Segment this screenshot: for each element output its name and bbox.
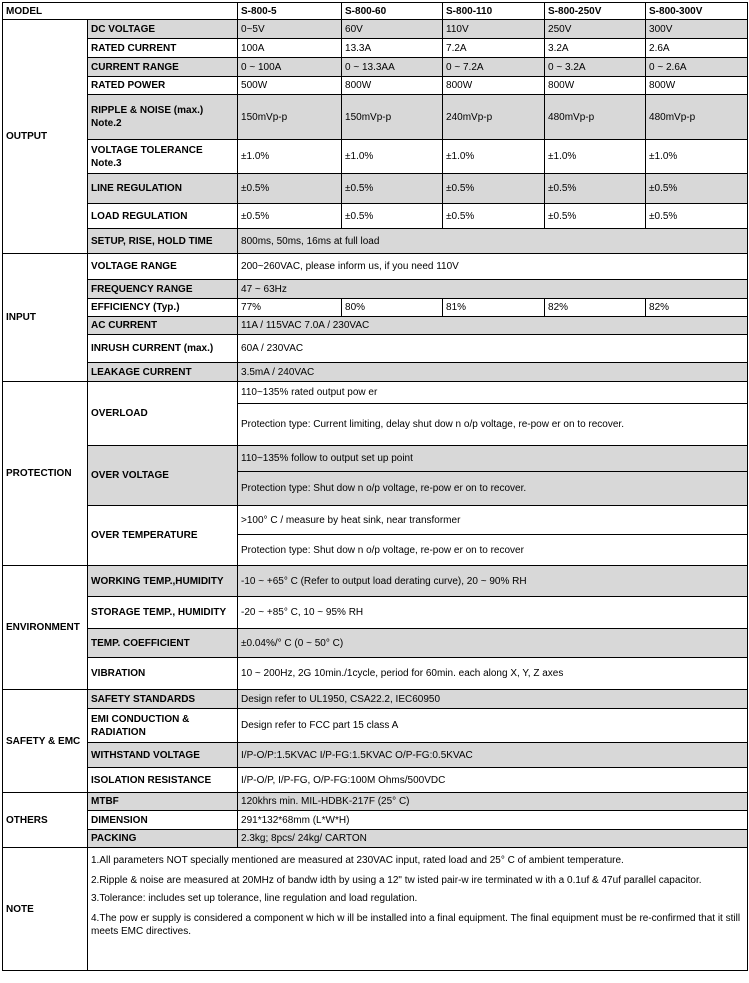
cell-value: 0 ~ 2.6A <box>646 58 748 77</box>
cell-value: ±0.5% <box>646 204 748 229</box>
cell-value: ±1.0% <box>443 140 545 174</box>
cell-value: 13.3A <box>342 39 443 58</box>
cell-value: 0 ~ 13.3AA <box>342 58 443 77</box>
row-label: LINE REGULATION <box>88 174 238 204</box>
row-label: TEMP. COEFFICIENT <box>88 629 238 658</box>
row-temp-coefficient <box>3 629 748 658</box>
cell-value: ±1.0% <box>545 140 646 174</box>
note-2: 2.Ripple & noise are measured at 20MHz of bandw idth by using a 12" tw isted pair-w ire terminated w ith a 0.1uf & 47uf parallel capacitor. <box>91 875 702 886</box>
cell-value: ±0.5% <box>238 174 342 204</box>
cell-value: 110V <box>443 20 545 39</box>
cell-value: 291*132*68mm (L*W*H) <box>238 811 748 830</box>
cell-value: Design refer to UL1950, CSA22.2, IEC60950 <box>238 690 748 709</box>
cell-value: ±0.5% <box>342 174 443 204</box>
cell-value: Design refer to FCC part 15 class A <box>238 709 748 743</box>
row-label: EFFICIENCY (Typ.) <box>88 299 238 317</box>
row-safety-standards <box>3 690 748 709</box>
row-label: RIPPLE & NOISE (max.) Note.2 <box>88 95 238 140</box>
cell-value: 110~135% rated output pow er <box>238 382 748 404</box>
cell-value: 480mVp-p <box>646 95 748 140</box>
row-load-regulation <box>3 204 748 229</box>
cell-value: 0 ~ 7.2A <box>443 58 545 77</box>
row-rated-power <box>3 77 748 95</box>
cell-value: 0 ~ 100A <box>238 58 342 77</box>
model-name: S-800-250V <box>545 3 646 20</box>
cell-value: 150mVp-p <box>342 95 443 140</box>
row-over-temperature <box>3 506 748 535</box>
cell-value: ±0.5% <box>545 204 646 229</box>
cell-value: 7.2A <box>443 39 545 58</box>
row-label: STORAGE TEMP., HUMIDITY <box>88 597 238 629</box>
section-note: NOTE <box>3 848 88 971</box>
cell-value: 480mVp-p <box>545 95 646 140</box>
section-others: OTHERS <box>3 793 88 848</box>
row-label: RATED POWER <box>88 77 238 95</box>
cell-value: 120khrs min. MIL-HDBK-217F (25° C) <box>238 793 748 811</box>
cell-value: 800W <box>342 77 443 95</box>
row-withstand-voltage <box>3 743 748 768</box>
cell-value: 800W <box>545 77 646 95</box>
row-label: LEAKAGE CURRENT <box>88 363 238 382</box>
row-label: FREQUENCY RANGE <box>88 280 238 299</box>
row-label: VIBRATION <box>88 658 238 690</box>
row-mtbf <box>3 793 748 811</box>
row-over-voltage <box>3 446 748 472</box>
cell-value: >100° C / measure by heat sink, near transformer <box>238 506 748 535</box>
row-setup-rise-hold <box>3 229 748 254</box>
row-label: WORKING TEMP.,HUMIDITY <box>88 566 238 597</box>
cell-value: 800W <box>646 77 748 95</box>
cell-value: ±0.5% <box>545 174 646 204</box>
row-label: DC VOLTAGE <box>88 20 238 39</box>
cell-value: 10 ~ 200Hz, 2G 10min./1cycle, period for 60min. each along X, Y, Z axes <box>238 658 748 690</box>
cell-value: 77% <box>238 299 342 317</box>
cell-value: Protection type: Current limiting, delay shut dow n o/p voltage, re-pow er on to recover. <box>238 404 748 446</box>
cell-value: 11A / 115VAC 7.0A / 230VAC <box>238 317 748 335</box>
cell-value: 240mVp-p <box>443 95 545 140</box>
spec-table <box>2 2 748 971</box>
note-4: 4.The pow er supply is considered a component w hich w ill be installed into a final equipment. The final equipment must be re-confirmed that it still meets EMC directives. <box>91 913 741 937</box>
model-name: S-800-300V <box>646 3 748 20</box>
cell-value: ±0.04%/° C (0 ~ 50° C) <box>238 629 748 658</box>
section-input: INPUT <box>3 254 88 382</box>
model-name: S-800-5 <box>238 3 342 20</box>
notes-block <box>88 848 748 971</box>
row-label: OVER TEMPERATURE <box>88 506 238 566</box>
cell-value: I/P-O/P:1.5KVAC I/P-FG:1.5KVAC O/P-FG:0.5KVAC <box>238 743 748 768</box>
cell-value: 81% <box>443 299 545 317</box>
row-leakage-current <box>3 363 748 382</box>
cell-value: ±0.5% <box>443 204 545 229</box>
section-output: OUTPUT <box>3 20 88 254</box>
section-environment: ENVIRONMENT <box>3 566 88 690</box>
row-ripple-noise <box>3 95 748 140</box>
cell-value: 0 ~ 3.2A <box>545 58 646 77</box>
row-label: RATED CURRENT <box>88 39 238 58</box>
model-name: S-800-110 <box>443 3 545 20</box>
model-name: S-800-60 <box>342 3 443 20</box>
cell-value: -10 ~ +65° C (Refer to output load derating curve), 20 ~ 90% RH <box>238 566 748 597</box>
row-label: VOLTAGE TOLERANCE Note.3 <box>88 140 238 174</box>
cell-value: 0~5V <box>238 20 342 39</box>
row-label: SETUP, RISE, HOLD TIME <box>88 229 238 254</box>
cell-value: Protection type: Shut dow n o/p voltage, re-pow er on to recover <box>238 535 748 566</box>
cell-value: 250V <box>545 20 646 39</box>
row-frequency-range <box>3 280 748 299</box>
cell-value: 82% <box>545 299 646 317</box>
row-label: EMI CONDUCTION & RADIATION <box>88 709 238 743</box>
row-label: OVER VOLTAGE <box>88 446 238 506</box>
cell-value: Protection type: Shut dow n o/p voltage, re-pow er on to recover. <box>238 472 748 506</box>
row-voltage-tolerance <box>3 140 748 174</box>
cell-value: 60V <box>342 20 443 39</box>
cell-value: 3.5mA / 240VAC <box>238 363 748 382</box>
row-label: VOLTAGE RANGE <box>88 254 238 280</box>
cell-value: ±0.5% <box>443 174 545 204</box>
row-label: MTBF <box>88 793 238 811</box>
row-working-temp <box>3 566 748 597</box>
cell-value: 150mVp-p <box>238 95 342 140</box>
header-row <box>3 3 748 20</box>
row-packing <box>3 830 748 848</box>
section-protection: PROTECTION <box>3 382 88 566</box>
cell-value: 100A <box>238 39 342 58</box>
row-current-range <box>3 58 748 77</box>
model-label: MODEL <box>3 3 238 20</box>
row-label: OVERLOAD <box>88 382 238 446</box>
cell-value: 2.6A <box>646 39 748 58</box>
cell-value: 500W <box>238 77 342 95</box>
row-ac-current <box>3 317 748 335</box>
cell-value: 82% <box>646 299 748 317</box>
row-inrush-current <box>3 335 748 363</box>
row-emi <box>3 709 748 743</box>
row-voltage-range <box>3 254 748 280</box>
row-dimension <box>3 811 748 830</box>
note-1: 1.All parameters NOT specially mentioned are measured at 230VAC input, rated load and 25° C of ambient temperature. <box>91 855 624 866</box>
row-efficiency <box>3 299 748 317</box>
cell-value: 200~260VAC, please inform us, if you need 110V <box>238 254 748 280</box>
row-label: LOAD REGULATION <box>88 204 238 229</box>
cell-value: I/P-O/P, I/P-FG, O/P-FG:100M Ohms/500VDC <box>238 768 748 793</box>
row-dc-voltage <box>3 20 748 39</box>
row-isolation-resistance <box>3 768 748 793</box>
row-notes <box>3 848 748 971</box>
cell-value: ±0.5% <box>342 204 443 229</box>
cell-value: 3.2A <box>545 39 646 58</box>
cell-value: 80% <box>342 299 443 317</box>
row-label: DIMENSION <box>88 811 238 830</box>
cell-value: 300V <box>646 20 748 39</box>
row-label: AC CURRENT <box>88 317 238 335</box>
row-storage-temp <box>3 597 748 629</box>
row-rated-current <box>3 39 748 58</box>
cell-value: ±1.0% <box>342 140 443 174</box>
cell-value: ±1.0% <box>646 140 748 174</box>
row-label: SAFETY STANDARDS <box>88 690 238 709</box>
row-vibration <box>3 658 748 690</box>
cell-value: 2.3kg; 8pcs/ 24kg/ CARTON <box>238 830 748 848</box>
row-line-regulation <box>3 174 748 204</box>
cell-value: ±0.5% <box>238 204 342 229</box>
cell-value: 47 ~ 63Hz <box>238 280 748 299</box>
cell-value: ±1.0% <box>238 140 342 174</box>
row-label: WITHSTAND VOLTAGE <box>88 743 238 768</box>
note-3: 3.Tolerance: includes set up tolerance, line regulation and load regulation. <box>91 893 418 904</box>
row-label: INRUSH CURRENT (max.) <box>88 335 238 363</box>
section-safety: SAFETY & EMC <box>3 690 88 793</box>
cell-value: 800W <box>443 77 545 95</box>
cell-value: 800ms, 50ms, 16ms at full load <box>238 229 748 254</box>
row-overload <box>3 382 748 404</box>
cell-value: 110~135% follow to output set up point <box>238 446 748 472</box>
row-label: ISOLATION RESISTANCE <box>88 768 238 793</box>
row-label: PACKING <box>88 830 238 848</box>
row-label: CURRENT RANGE <box>88 58 238 77</box>
cell-value: ±0.5% <box>646 174 748 204</box>
cell-value: 60A / 230VAC <box>238 335 748 363</box>
cell-value: -20 ~ +85° C, 10 ~ 95% RH <box>238 597 748 629</box>
